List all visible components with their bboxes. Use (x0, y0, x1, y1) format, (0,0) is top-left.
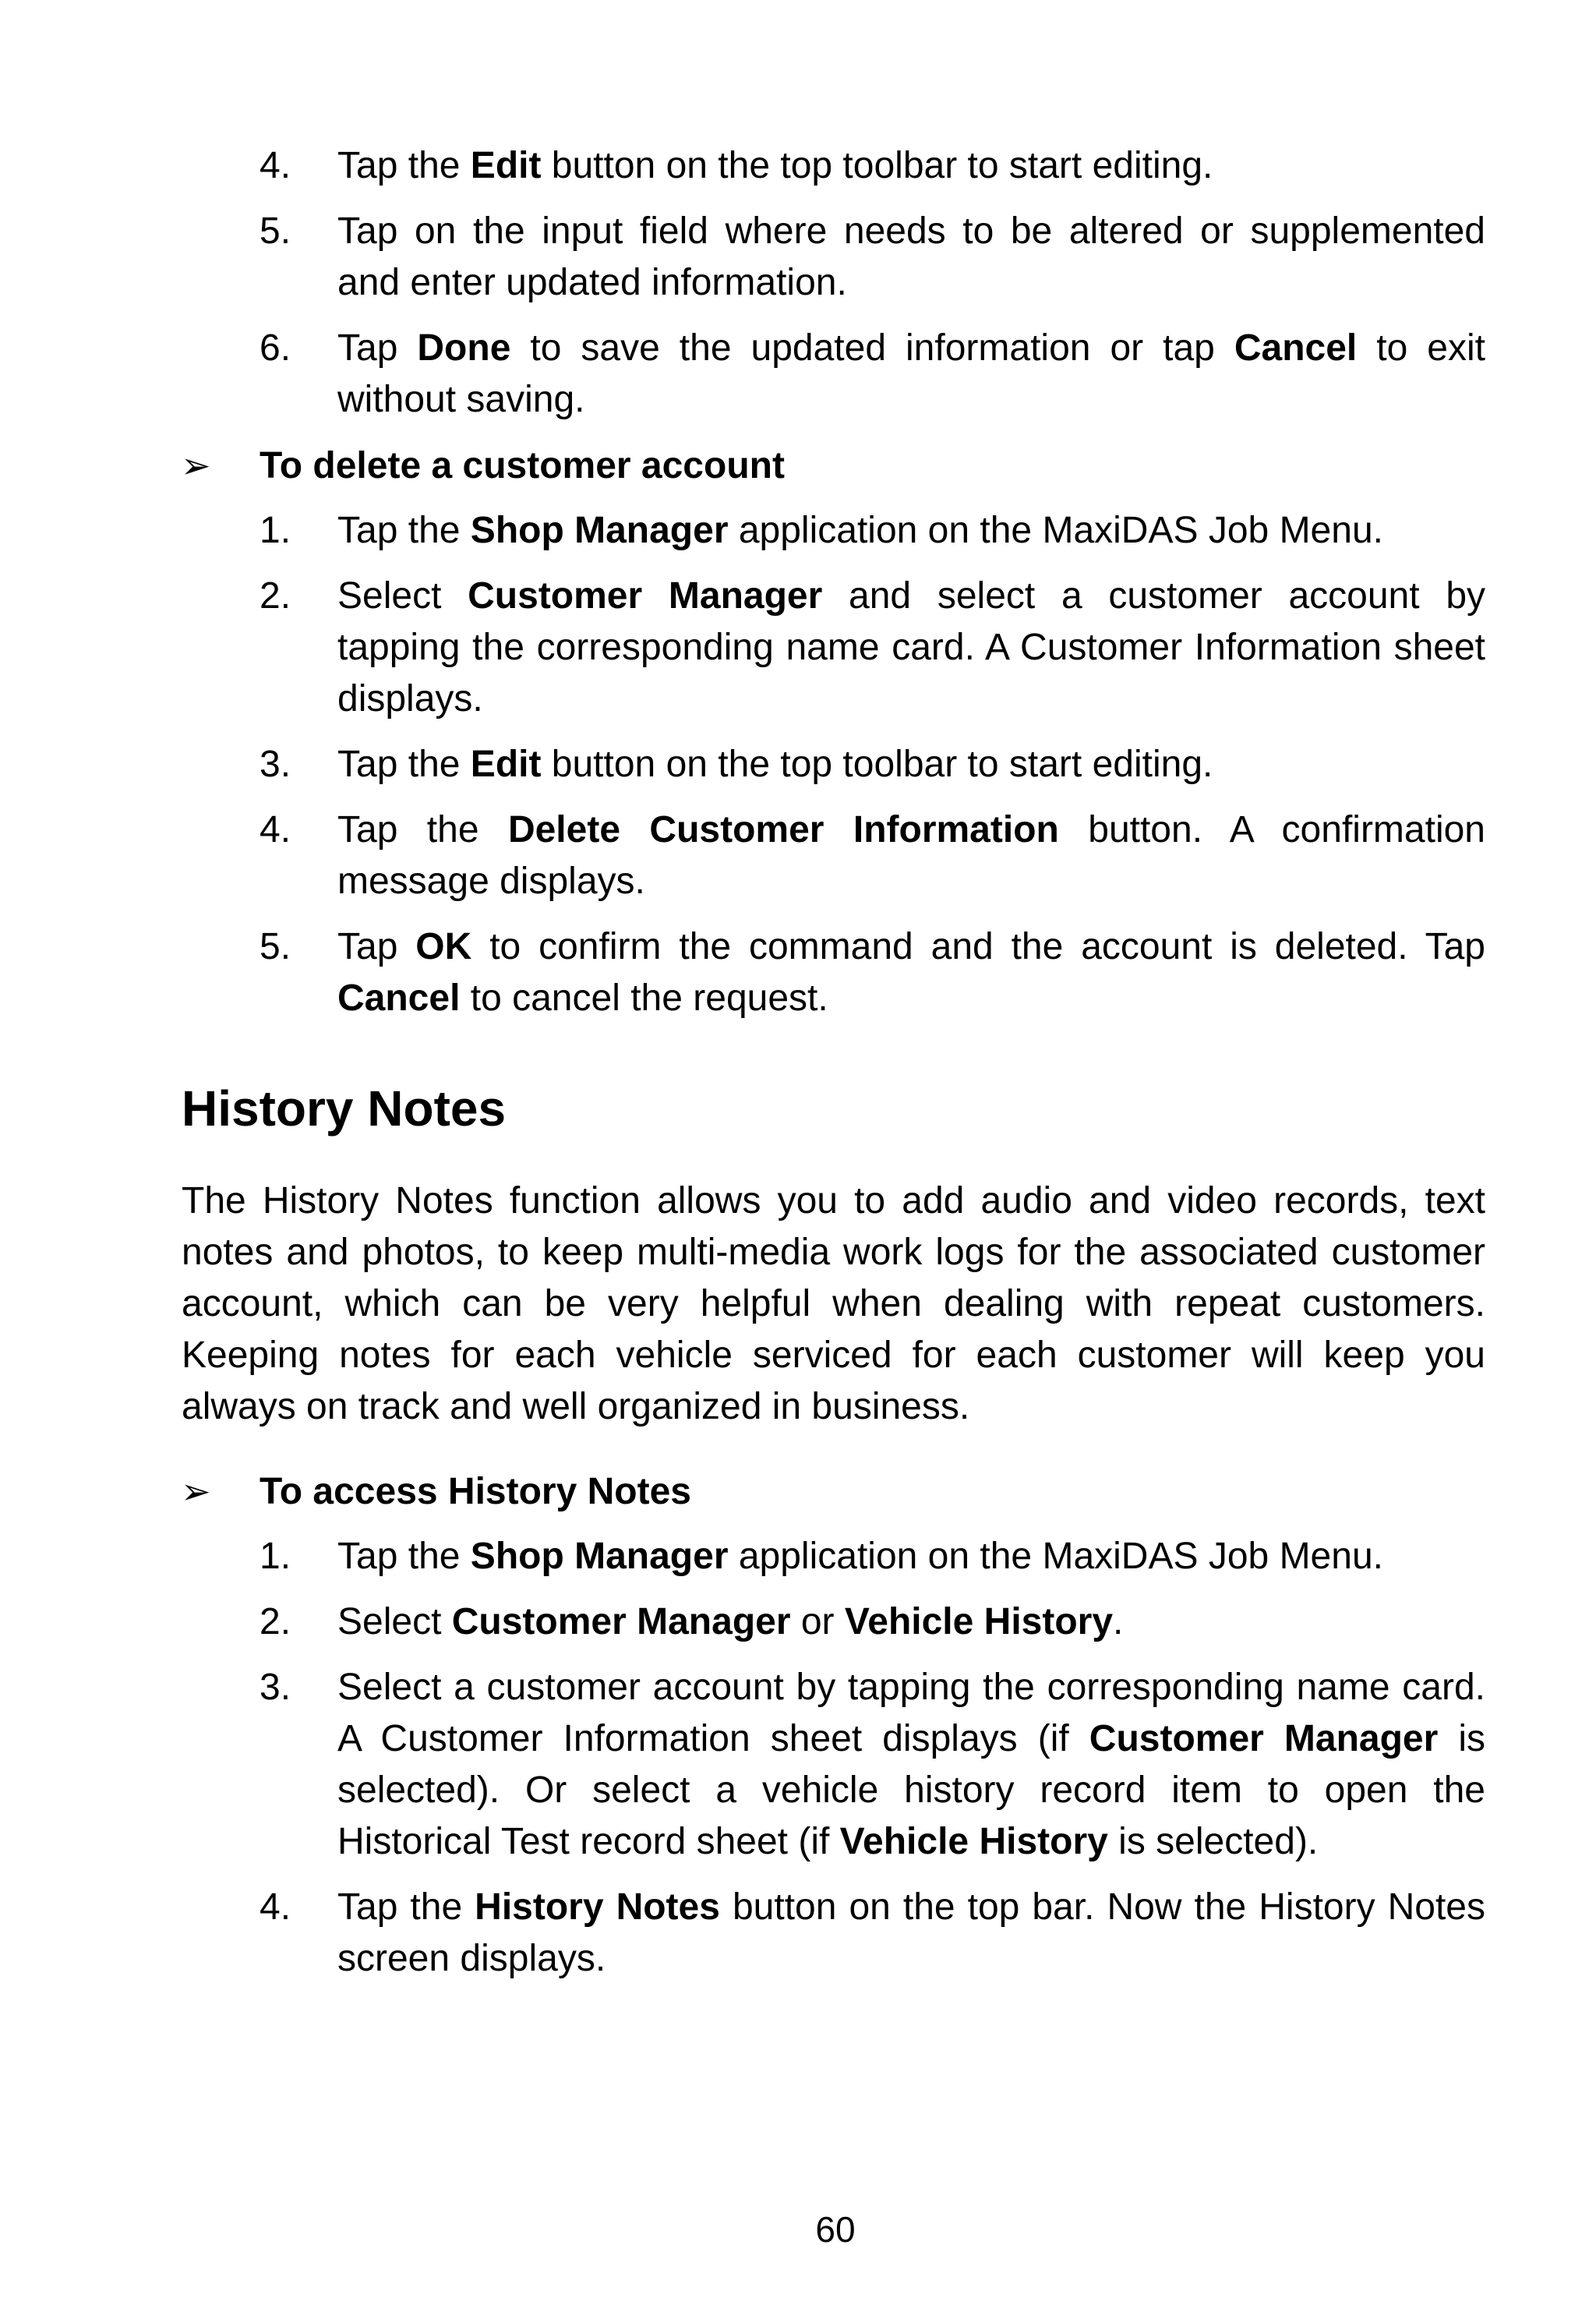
text-run: application on the MaxiDAS Job Menu. (728, 510, 1383, 551)
text-run: to cancel the request. (460, 978, 828, 1019)
arrow-bullet-icon: ➢ (181, 1470, 211, 1512)
text-run: Select (337, 575, 468, 617)
step-number: 3. (260, 744, 291, 785)
access-history-notes-heading-text: To access History Notes (260, 1471, 691, 1512)
bold-term: Shop Manager (470, 510, 729, 551)
step-number: 3. (260, 1667, 291, 1708)
text-run: and select a customer account by tapping the corresponding name card. A Customer Information sheet displays. (337, 575, 1486, 719)
text-run: is selected). Or select a vehicle history record item to open the Historical Test record sheet (if (337, 1718, 1486, 1862)
bold-term: Cancel (337, 978, 461, 1019)
text-run: to save the updated information or tap (510, 327, 1234, 369)
list-item (0, 1531, 1485, 1582)
step-text (337, 1601, 1123, 1642)
text-run: Tap the (337, 1886, 475, 1928)
bold-term: Delete Customer Information (507, 809, 1059, 850)
text-run: button on the top toolbar to start editing. (541, 744, 1213, 785)
list-item (0, 140, 1485, 192)
list-item (0, 206, 1485, 309)
text-run: . (1113, 1601, 1124, 1642)
delete-account-heading (181, 440, 1584, 492)
arrow-bullet-icon: ➢ (181, 444, 211, 486)
list-item (0, 804, 1485, 907)
bold-term: Shop Manager (470, 1536, 729, 1577)
step-number: 4. (260, 809, 291, 850)
step-number: 4. (260, 145, 291, 186)
step-number: 2. (260, 1601, 291, 1642)
access-steps-list (0, 1531, 1596, 1999)
text-run: button on the top toolbar to start editing. (541, 145, 1213, 186)
text-run: or (790, 1601, 845, 1642)
list-item (0, 505, 1485, 557)
step-text (337, 1886, 1485, 1979)
delete-account-heading-text: To delete a customer account (260, 445, 785, 486)
list-item (0, 571, 1485, 725)
step-number: 6. (260, 327, 291, 369)
edit-steps-list (0, 140, 1596, 440)
text-run: Select (337, 1601, 452, 1642)
list-item (0, 323, 1485, 426)
delete-steps-list (0, 505, 1596, 1038)
step-text (337, 510, 1383, 551)
text-run: application on the MaxiDAS Job Menu. (728, 1536, 1383, 1577)
text-run: Tap on the input field where needs to be altered or supplemented and enter updated information. (337, 210, 1485, 303)
text-run: Tap (337, 926, 416, 967)
bold-term: Customer Manager (468, 575, 823, 617)
bold-term: Customer Manager (1089, 1718, 1439, 1759)
text-run: to confirm the command and the account is deleted. Tap (471, 926, 1486, 967)
access-history-notes-heading (181, 1465, 1584, 1518)
step-number: 2. (260, 575, 291, 617)
text-run: Tap (337, 327, 418, 369)
step-text (337, 145, 1213, 186)
text-run: Tap the (337, 809, 508, 850)
text-run: button. A confirmation message displays. (337, 809, 1486, 902)
text-run: Select a customer account by tapping the corresponding name card. A Customer Information sheet displays (if (337, 1667, 1485, 1759)
bold-term: Vehicle History (839, 1821, 1108, 1862)
bold-term: Vehicle History (844, 1601, 1114, 1642)
text-run: is selected). (1107, 1821, 1319, 1862)
step-text (337, 809, 1485, 902)
text-run: Tap the (337, 510, 471, 551)
bold-term: Cancel (1234, 327, 1358, 369)
list-item (0, 1596, 1485, 1648)
bold-term: Done (417, 327, 511, 369)
section-paragraph: The History Notes function allows you to add audio and video records, text notes and photos, to keep multi-media work logs for the associated customer account, which can be very helpful when dealing with repeat customers. Keeping notes for each vehicle serviced for each customer will keep you always on track and well organized in business. (182, 1180, 1485, 1427)
text-run: Tap the (337, 145, 471, 186)
list-item (0, 739, 1485, 790)
step-text (337, 1667, 1485, 1862)
bold-term: Edit (470, 145, 542, 186)
page-number: 60 (815, 2209, 856, 2250)
text-run: to exit without saving. (337, 327, 1485, 420)
step-text (337, 744, 1213, 785)
step-text (337, 926, 1485, 1019)
section-title: History Notes (182, 1080, 507, 1137)
step-number: 1. (260, 1536, 291, 1577)
bold-term: History Notes (475, 1886, 720, 1928)
bold-term: Customer Manager (451, 1601, 791, 1642)
text-run: Tap the (337, 744, 471, 785)
bold-term: OK (415, 926, 472, 967)
step-number: 5. (260, 926, 291, 967)
text-run: Tap the (337, 1536, 471, 1577)
list-item (0, 921, 1485, 1024)
step-text (337, 575, 1485, 719)
step-text (337, 210, 1485, 303)
bold-term: Edit (470, 744, 542, 785)
step-text (337, 1536, 1383, 1577)
step-number: 1. (260, 510, 291, 551)
list-item (0, 1882, 1485, 1985)
step-number: 4. (260, 1886, 291, 1928)
text-run: button on the top bar. Now the History Notes screen displays. (337, 1886, 1485, 1979)
step-number: 5. (260, 210, 291, 252)
list-item (0, 1662, 1485, 1868)
step-text (337, 327, 1485, 420)
